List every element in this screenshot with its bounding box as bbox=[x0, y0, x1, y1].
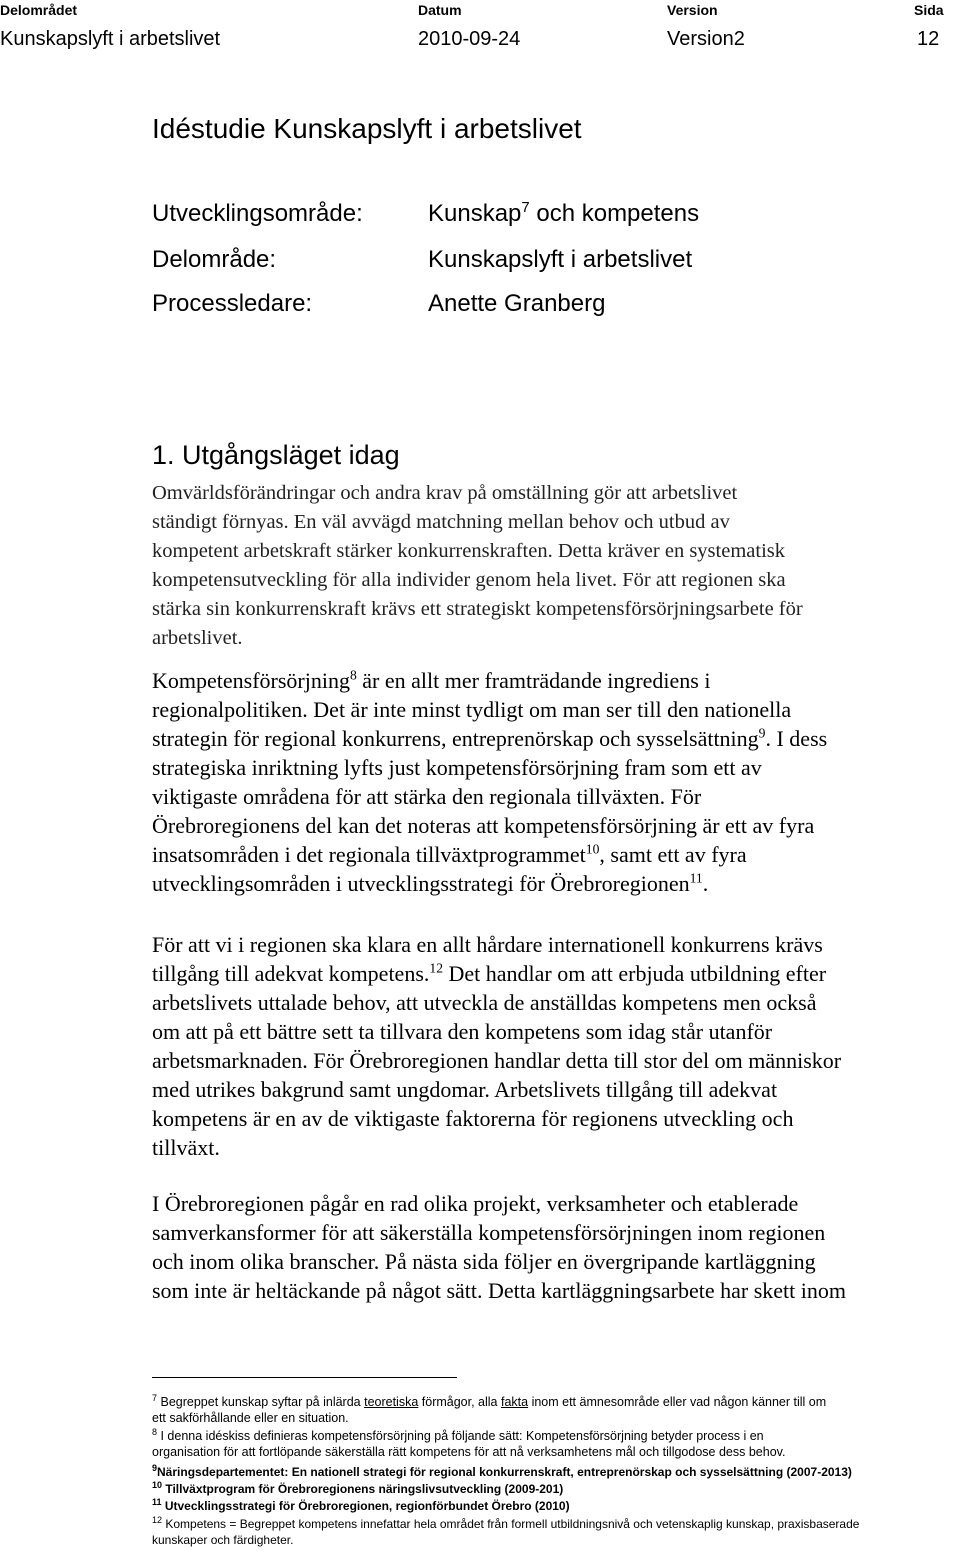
meta-value: Kunskap$^7$ och kompetens bbox=[428, 200, 700, 227]
footnote-ref: 11 bbox=[689, 870, 703, 886]
paragraph-3: För att vi i regionen ska klara en allt hårdare internationell konkurrens krävs tillgång till adekvat kompetens.$^{12}$ Det handlar om att erbjuda utbildning efter arbetslivets uttalade behov, att utveckla de anställdas kompetens men också om att på ett bättre sett ta tillvara den kompetens som idag står utanför arbetsmarknaden. För Örebroregionen handlar detta till stor del om människor med utrikes bakgrund samt ungdomar. Arbetslivets tillgång till adekvat kompetens är en av de viktigaste faktorerna för regionens utveckling och tillväxt. bbox=[152, 932, 842, 1160]
link-fakta[interactable]: fakta bbox=[500, 1395, 529, 1409]
header-page-label: Sida bbox=[914, 2, 944, 18]
meta-label: Delområde: bbox=[152, 246, 277, 273]
header-version-label: Version bbox=[667, 2, 718, 18]
footnote-ref: 10 bbox=[585, 841, 600, 857]
header-area-label: Delområdet bbox=[0, 2, 78, 18]
footnote-ref: 12 bbox=[429, 960, 444, 976]
paragraph-4: I Örebroregionen pågår en rad olika projekt, verksamheter och etablerade samverkansformer för att säkerställa kompetensförsörjningen inom regionen och inom olika branscher. På nästa sida följer en övergripande kartläggning som inte är heltäckande på något sätt. Detta kartläggningsarbete har skett inom bbox=[152, 1191, 846, 1303]
meta-value: Anette Granberg bbox=[428, 290, 606, 317]
header-date-value: 2010-09-24 bbox=[418, 28, 521, 50]
meta-label: Utvecklingsområde: bbox=[152, 200, 363, 227]
section-heading: 1. Utgångsläget idag bbox=[152, 440, 400, 470]
meta-value: Kunskapslyft i arbetslivet bbox=[428, 246, 693, 273]
paragraph-1: Omvärldsförändringar och andra krav på omställning gör att arbetslivet ständigt förnyas. En väl avvägd matchning mellan behov och utbud av kompetent arbetskraft stärker konkurrenskraften. Detta kräver en systematisk kompetensutveckling för alla individer genom hela livet. För att regionen ska stärka sin konkurrenskraft krävs ett strategiskt kompetensförsörjningsarbete för arbetslivet. bbox=[152, 482, 803, 649]
footnote-9: $^9$Näringsdepartementet: En nationell strategi för regional konkurrenskraft, entreprenörskap och sysselsättning (2007-2013) bbox=[152, 1463, 852, 1479]
header-date-label: Datum bbox=[418, 2, 462, 18]
link-teoretiska[interactable]: teoretiska bbox=[364, 1395, 419, 1409]
paragraph-2: Kompetensförsörjning$^8$ är en allt mer framträdande ingrediens i regionalpolitiken. Det är inte minst tydligt om man ser till den nationella strategin för regional konkurrens, entreprenörskap och sysselsättning$^9$. I dess strategiska inriktning lyfts just kompetensförsörjning fram som ett av viktigaste områdena för att stärka den regionala tillväxten. För Örebroregionens del kan det noteras att kompetensförsörjning är ett av fyra insatsområden i det regionala tillväxtprogrammet$^{10}$, samt ett av fyra utvecklingsområden i utvecklingsstrategi för Örebroregionen$^{11}$. bbox=[152, 667, 828, 896]
header-area-value: Kunskapslyft i arbetslivet bbox=[0, 28, 221, 50]
meta-label: Processledare: bbox=[152, 290, 313, 317]
footnote-separator bbox=[152, 1377, 457, 1378]
header-version-value: Version2 bbox=[667, 28, 745, 50]
document-title: Idéstudie Kunskapslyft i arbetslivet bbox=[152, 113, 582, 144]
footnote-ref: 8 bbox=[349, 667, 357, 683]
footnote-7: $^7$ Begreppet kunskap syftar på inlärda teoretiska förmågor, alla fakta inom ett ämnesområde eller vad någon känner till om ett sakförhållande eller en situation. bbox=[152, 1392, 827, 1425]
footnote-ref: 7 bbox=[521, 200, 530, 216]
footnote-10: $^{10}$ Tillväxtprogram för Örebroregionens näringslivsutveckling (2009-201) bbox=[152, 1480, 564, 1496]
header-page-value: 12 bbox=[917, 28, 940, 50]
footnote-12: $^{12}$ Kompetens = Begreppet kompetens innefattar hela området från formell utbildningsnivå och vetenskaplig kunskap, praxisbaserade kunskaper och färdigheter. bbox=[152, 1515, 860, 1547]
footnote-8: $^8$ I denna idéskiss definieras kompetensförsörjning på följande sätt: Kompetensförsörjning betyder process i en organisation för att fortlöpande säkerställa rätt kompetens för att nå verksamhetens mål och tillgodose dess behov. bbox=[152, 1426, 786, 1459]
footnote-11: $^{11}$ Utvecklingsstrategi för Örebroregionen, regionförbundet Örebro (2010) bbox=[152, 1497, 570, 1513]
footnote-ref: 9 bbox=[758, 725, 766, 741]
